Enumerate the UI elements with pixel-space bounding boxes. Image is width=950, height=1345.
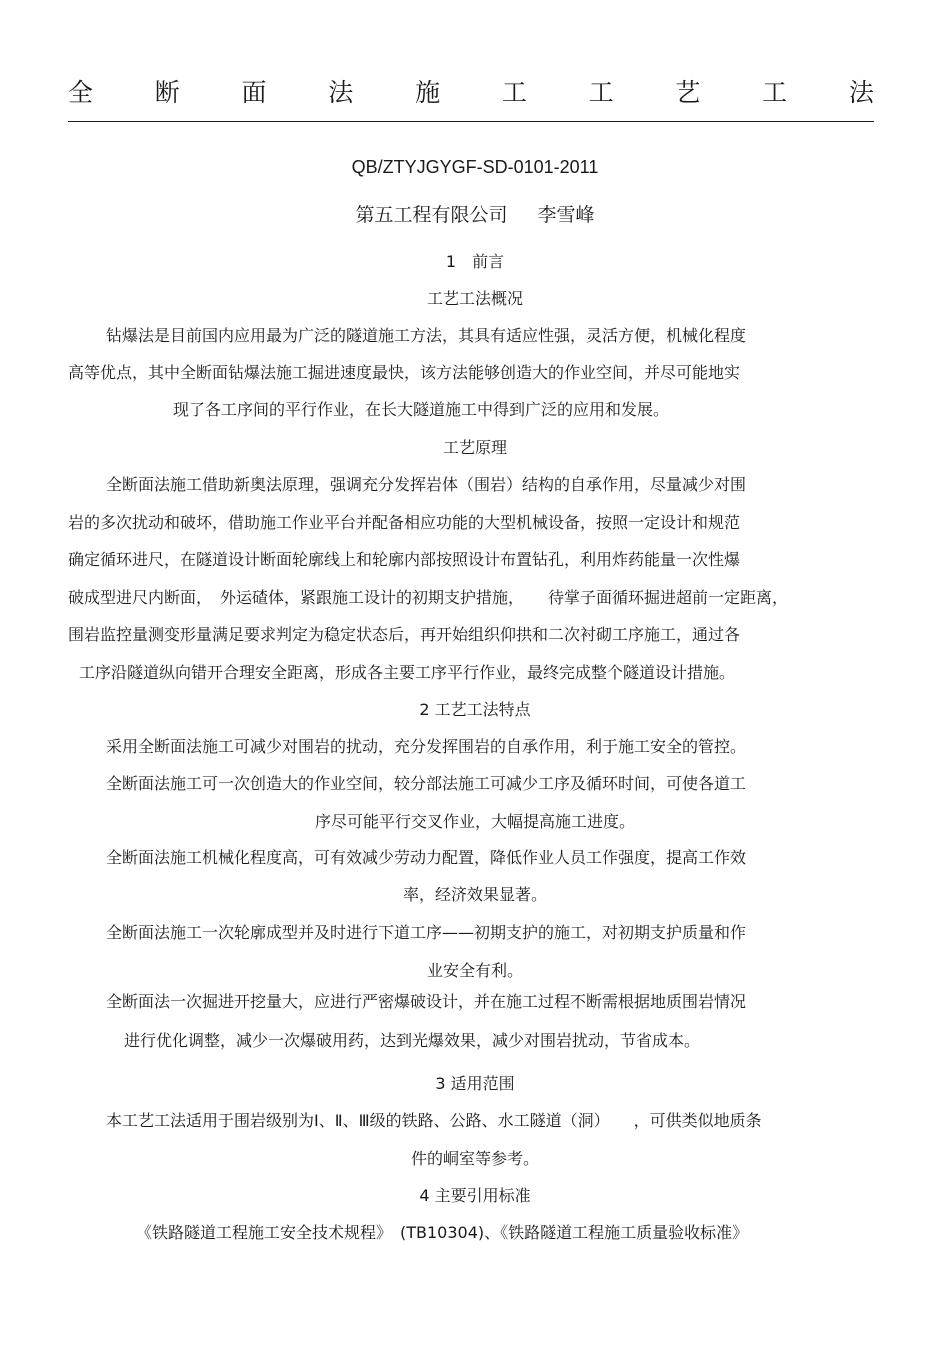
title-char: 全 [68, 78, 94, 107]
title-char: 工 [501, 78, 527, 107]
feature-line: 采用全断面法施工可减少对围岩的扰动，充分发挥围岩的自承作用，利于施工安全的管控。 [106, 737, 747, 756]
title-char: 施 [415, 78, 441, 107]
feature-line: 全断面法一次掘进开挖量大，应进行严密爆破设计，并在施工过程不断需根据地质围岩情况 [106, 992, 747, 1011]
paragraph-line: 现了各工序间的平行作业，在长大隧道施工中得到广泛的应用和发展。 [173, 400, 670, 419]
paragraph-line: 围岩监控量测变形量满足要求判定为稳定状态后，再开始组织仰拱和二次衬砌工序施工，通过各 [68, 625, 741, 644]
feature-line: 率，经济效果显著。 [402, 885, 547, 904]
feature-line: 全断面法施工一次轮廓成型并及时进行下道工序——初期支护的施工，对初期支护质量和作 [106, 923, 747, 942]
author-line [0, 204, 950, 226]
paragraph-line: 确定循环进尺，在隧道设计断面轮廓线上和轮廓内部按照设计布置钻孔，利用炸药能量一次性爆 [68, 550, 741, 569]
title-char: 断 [154, 78, 180, 107]
section-1-subheading-principle: 工艺原理 [442, 438, 507, 457]
title-rule [68, 121, 874, 122]
title-char: 工 [762, 78, 788, 107]
company-name: 第五工程有限公司 [355, 204, 508, 226]
feature-line: 业安全有利。 [426, 961, 523, 980]
paragraph-line: 破成型进尺内断面， 外运碴体，紧跟施工设计的初期支护措施， 待掌子面循环掘进超前一定距离， [68, 588, 789, 607]
section-2-heading: 2 工艺工法特点 [419, 700, 531, 719]
title-char: 面 [241, 78, 267, 107]
title-char: 艺 [675, 78, 701, 107]
section-1-heading: 1 前言 [445, 252, 505, 271]
section-4-heading: 4 主要引用标准 [419, 1186, 531, 1205]
paragraph-line: 工序沿隧道纵向错开合理安全距离，形成各主要工序平行作业，最终完成整个隧道设计措施。 [79, 663, 736, 682]
section-3-heading: 3 适用范围 [435, 1074, 515, 1093]
feature-line: 全断面法施工机械化程度高，可有效减少劳动力配置，降低作业人员工作强度，提高工作效 [106, 848, 747, 867]
author-name: 李雪峰 [537, 204, 595, 226]
paragraph-line: 全断面法施工借助新奥法原理，强调充分发挥岩体（围岩）结构的自承作用，尽量减少对围 [106, 475, 747, 494]
title-char: 法 [848, 78, 874, 107]
paragraph-line: 高等优点，其中全断面钻爆法施工掘进速度最快，该方法能够创造大的作业空间，并尽可能地实 [68, 363, 741, 382]
standard-code: QB/ZTYJGYGF-SD-0101-2011 [351, 157, 599, 177]
feature-line: 序尽可能平行交叉作业，大幅提高施工进度。 [314, 812, 635, 831]
paragraph-line: 钻爆法是目前国内应用最为广泛的隧道施工方法，其具有适应性强，灵活方便，机械化程度 [106, 326, 747, 345]
standard-reference-line: 《铁路隧道工程施工安全技术规程》 (TB10304)、《铁路隧道工程施工质量验收标准》 [136, 1223, 749, 1242]
section-1-subheading-overview: 工艺工法概况 [426, 289, 523, 308]
title-char: 法 [328, 78, 354, 107]
paragraph-line: 岩的多次扰动和破坏，借助施工作业平台并配备相应功能的大型机械设备，按照一定设计和规范 [68, 513, 741, 532]
scope-line: 本工艺工法适用于围岩级别为Ⅰ、Ⅱ、Ⅲ级的铁路、公路、水工隧道（洞） ，可供类似地质条 [106, 1111, 762, 1130]
title-char: 工 [588, 78, 614, 107]
feature-line: 全断面法施工可一次创造大的作业空间，较分部法施工可减少工序及循环时间，可使各道工 [106, 774, 747, 793]
feature-line: 进行优化调整，减少一次爆破用药，达到光爆效果，减少对围岩扰动，节省成本。 [124, 1031, 701, 1050]
scope-line: 件的峒室等参考。 [410, 1149, 539, 1168]
document-title [68, 76, 874, 110]
